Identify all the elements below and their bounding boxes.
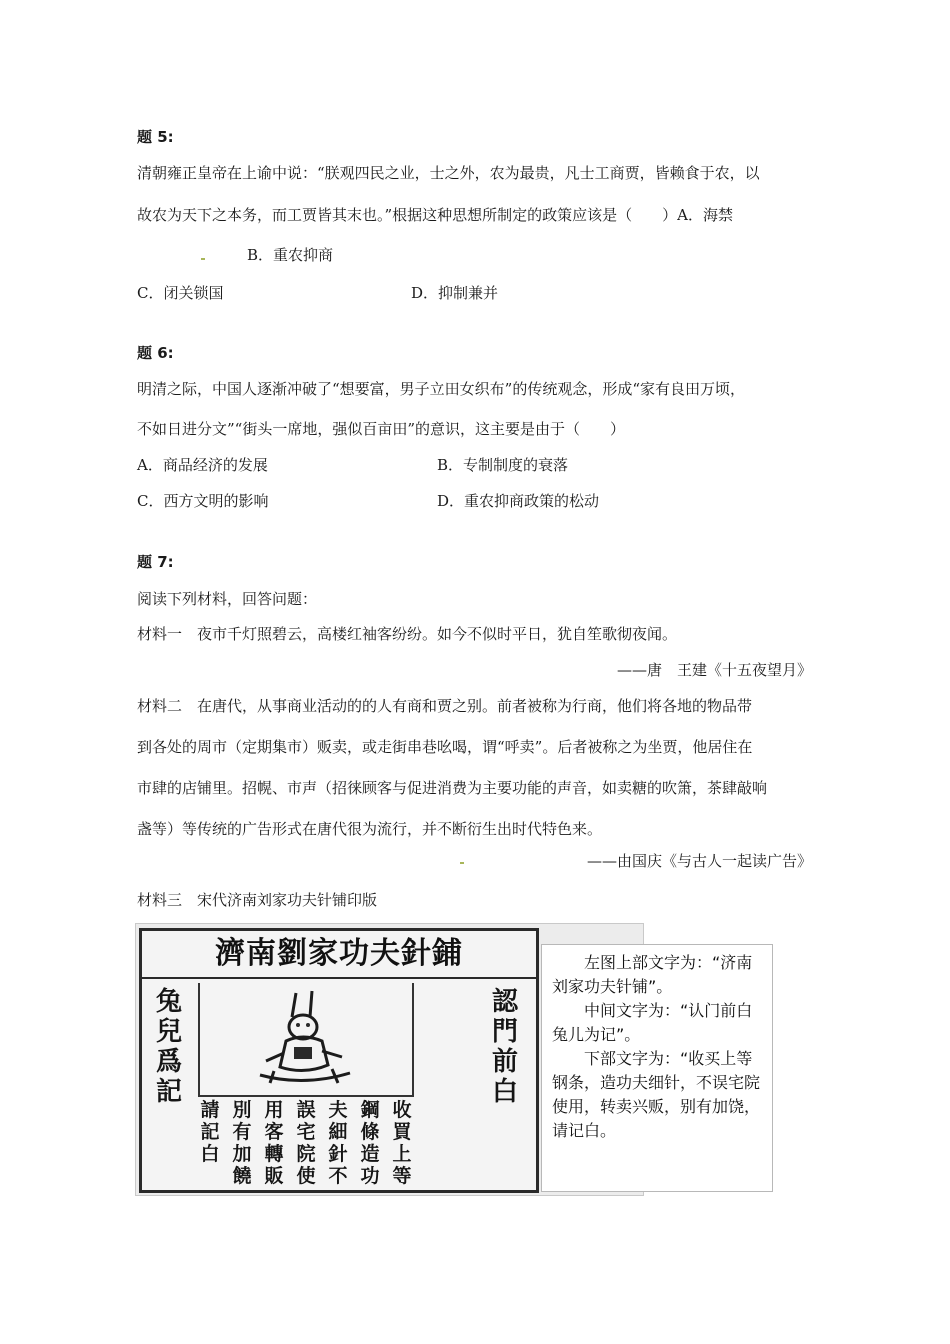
print-lower-column: 夫細針不 bbox=[328, 1099, 348, 1187]
q7-material-3: 材料三 宋代济南刘家功夫针铺印版 bbox=[137, 891, 378, 909]
q5-title: 题 5: bbox=[137, 128, 174, 146]
figure-explanation-box bbox=[541, 944, 773, 1192]
printing-plate-figure bbox=[135, 923, 761, 1196]
print-lower-column: 收買上等 bbox=[392, 1099, 412, 1187]
q7-material-2-line1: 材料二 在唐代，从事商业活动的的人有商和贾之别。前者被称为行商，他们将各地的物品带 bbox=[137, 697, 753, 715]
q6-option-b: B．专制制度的衰落 bbox=[437, 456, 569, 474]
q5-option-b: B．重农抑商 bbox=[247, 246, 334, 264]
q7-title: 题 7: bbox=[137, 553, 174, 571]
q5-stem-line1: 清朝雍正皇帝在上谕中说：“朕观四民之业，士之外，农为最贵，凡士工商贾，皆赖食于农，以 bbox=[137, 164, 760, 182]
explanation-lower-text: 下部文字为：“收买上等钢条，造功夫细针，不误宅院使用，转卖兴贩，别有加饶，请记白。 bbox=[552, 1049, 761, 1140]
print-lower-column: 用客轉販 bbox=[264, 1099, 284, 1187]
print-lower-column: 別有加饒 bbox=[232, 1099, 252, 1187]
q6-stem-line1: 明清之际，中国人逐渐冲破了“想要富，男子立田女织布”的传统观念，形成“家有良田万顷， bbox=[137, 380, 746, 398]
q7-material-2-line4: 盏等）等传统的广告形式在唐代很为流行，并不断衍生出时代特色来。 bbox=[137, 820, 603, 838]
print-lower-column: 請記白 bbox=[200, 1099, 220, 1165]
print-right-column: 認門前白 bbox=[491, 987, 518, 1107]
q6-option-d: D．重农抑商政策的松动 bbox=[437, 492, 600, 510]
q5-option-d: D．抑制兼并 bbox=[411, 284, 499, 302]
q7-material-2-source: ——由国庆《与古人一起读广告》 bbox=[586, 852, 812, 870]
q7-material-2-line3: 市肆的店铺里。招幌、市声（招徕顾客与促进消费为主要功能的声音，如卖糖的吹箫，茶肆敲响 bbox=[137, 779, 768, 797]
print-lower-column: 誤宅院使 bbox=[296, 1099, 316, 1187]
explanation-middle-text: 中间文字为：“认门前白兔儿为记”。 bbox=[552, 1001, 753, 1044]
q7-material-1: 材料一 夜市千灯照碧云，高楼红袖客纷纷。如今不似时平日，犹自笙歌彻夜闻。 bbox=[137, 625, 678, 643]
decorative-mark bbox=[201, 258, 205, 260]
q7-material-1-source: ——唐 王建《十五夜望月》 bbox=[616, 661, 812, 679]
q6-stem-line2: 不如日进分文”“街头一席地，强似百亩田”的意识，这主要是由于（ ） bbox=[137, 420, 626, 438]
rabbit-emblem bbox=[198, 983, 414, 1097]
woodblock-print-image bbox=[139, 928, 539, 1193]
print-lower-column: 鋼條造功 bbox=[360, 1099, 380, 1187]
q5-option-c: C．闭关锁国 bbox=[137, 284, 224, 302]
print-lower-text bbox=[198, 1099, 414, 1191]
q6-option-c: C．西方文明的影响 bbox=[137, 492, 269, 510]
decorative-mark bbox=[460, 862, 464, 864]
q6-option-a: A．商品经济的发展 bbox=[137, 456, 268, 474]
q6-title: 题 6: bbox=[137, 344, 174, 362]
q7-intro: 阅读下列材料，回答问题： bbox=[137, 590, 318, 608]
print-left-column: 兔兒爲記 bbox=[155, 987, 182, 1107]
explanation-top-text: 左图上部文字为：“济南刘家功夫针铺”。 bbox=[552, 953, 753, 996]
q5-stem-line2: 故农为天下之本务，而工贾皆其末也。”根据这种思想所制定的政策应该是（ ）A．海禁 bbox=[137, 206, 734, 224]
rabbit-figure-icon bbox=[200, 983, 412, 1093]
q7-material-2-line2: 到各处的周市（定期集市）贩卖，或走街串巷吆喝，谓“呼卖”。后者被称之为坐贾，他居住在 bbox=[137, 738, 753, 756]
print-top-text: 濟南劉家功夫針鋪 bbox=[142, 931, 536, 979]
